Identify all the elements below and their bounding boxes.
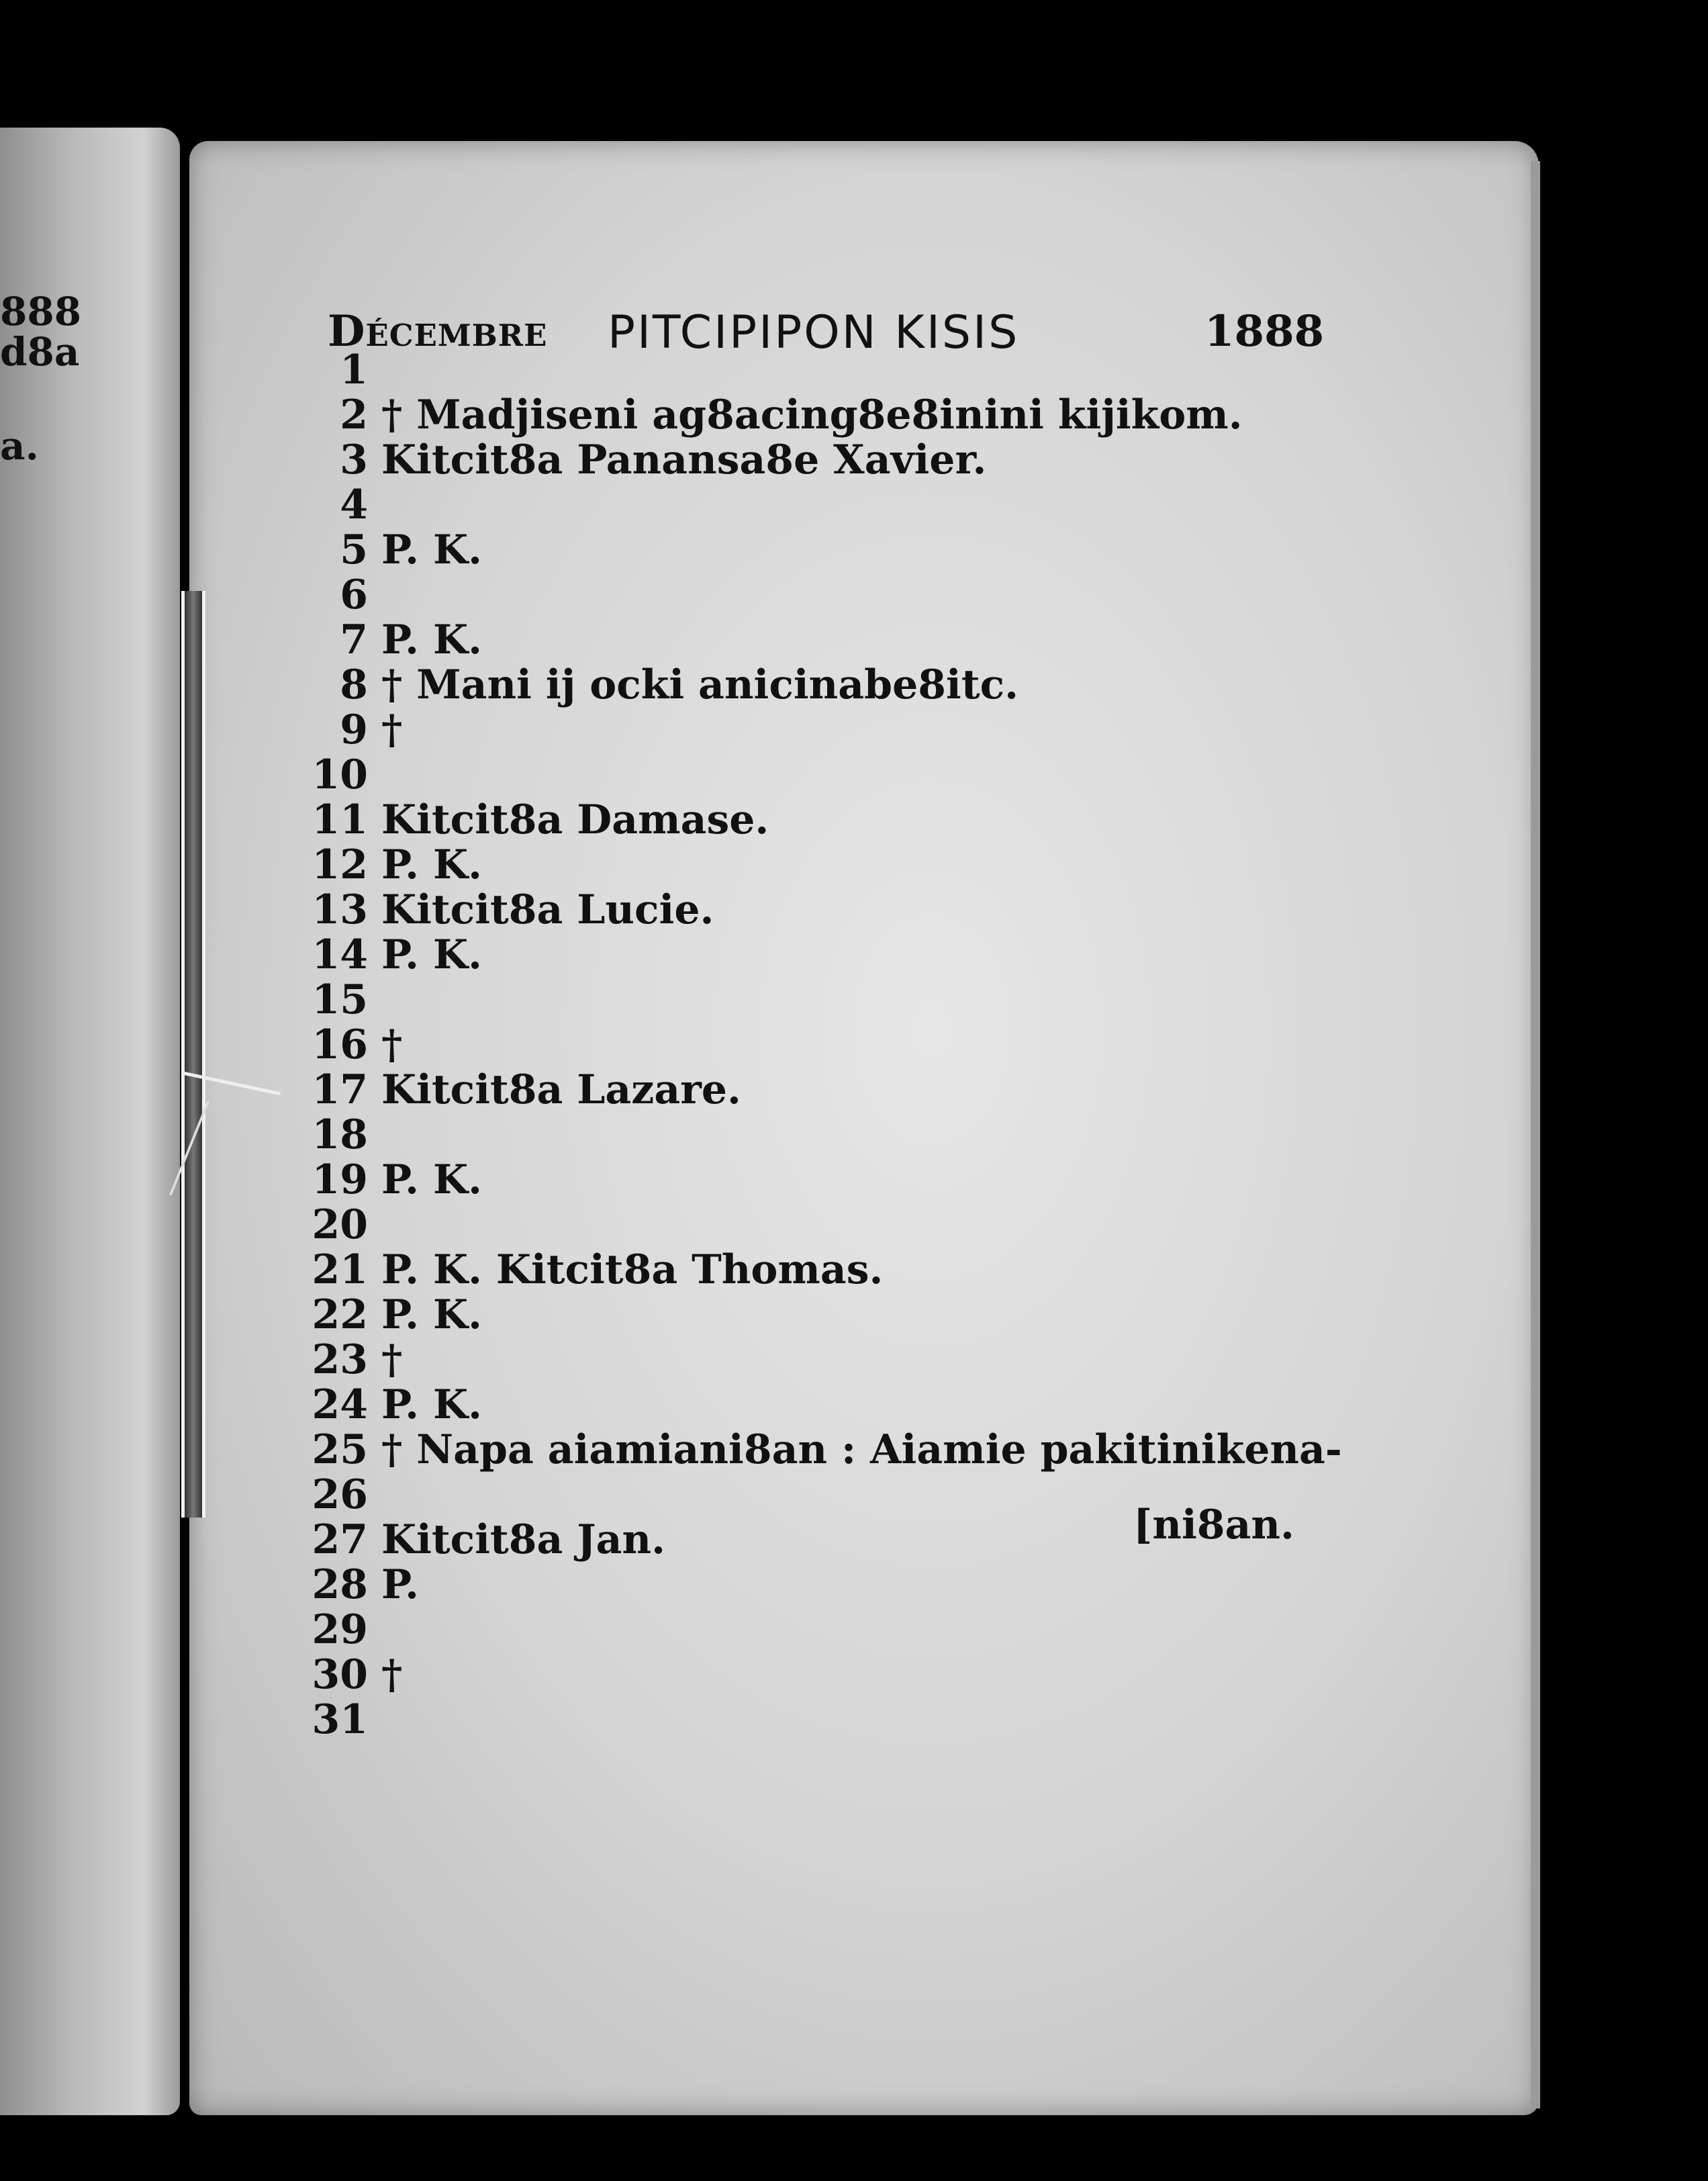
- day-number: 2: [340, 391, 368, 438]
- day-entry-text: Kitcit8a Damase.: [381, 796, 769, 843]
- day-number: 14: [312, 931, 368, 978]
- day-number: 8: [340, 661, 368, 708]
- day-number: 12: [312, 841, 368, 888]
- day-entry-text: P. K.: [381, 1291, 482, 1338]
- day-entry-text: Kitcit8a Lazare.: [381, 1066, 741, 1113]
- calendar-row: [269, 438, 1343, 483]
- day-entry-text: † Madjiseni ag8acing8e8inini kijikom.: [381, 391, 1243, 438]
- calendar-row: [269, 843, 1343, 888]
- day-entry-text: P. K.: [381, 526, 482, 573]
- day-number: 21: [312, 1246, 368, 1293]
- calendar-row: [269, 1113, 1343, 1158]
- entry-continuation: [ni8an.: [1133, 1501, 1294, 1548]
- calendar-row: [269, 1608, 1343, 1653]
- day-number: 25: [312, 1426, 368, 1473]
- day-number: 3: [340, 436, 368, 483]
- binding-thread: [181, 591, 205, 1518]
- day-number: 22: [312, 1291, 368, 1338]
- day-number: 10: [312, 751, 368, 798]
- day-number: 29: [312, 1606, 368, 1653]
- day-entry-text: P. K.: [381, 1156, 482, 1203]
- day-entry-text: † Mani ij ocki anicinabe8itc.: [381, 661, 1018, 708]
- day-number: 26: [312, 1471, 368, 1518]
- day-entry-text: † Napa aiamiani8an : Aiamie pakitinikena-: [381, 1426, 1342, 1473]
- calendar-row: [269, 528, 1343, 573]
- page-title: PITCIPIPON KISIS: [608, 306, 1020, 359]
- day-entry-text: P. K.: [381, 616, 482, 663]
- day-number: 30: [312, 1651, 368, 1698]
- year-heading: 1888: [1204, 306, 1325, 357]
- calendar-row: [269, 1698, 1343, 1743]
- day-number: 19: [312, 1156, 368, 1203]
- calendar-row: [269, 978, 1343, 1023]
- calendar-row: [269, 348, 1343, 393]
- day-entry-text: Kitcit8a Lucie.: [381, 886, 714, 933]
- calendar-row: [269, 888, 1343, 933]
- calendar-row: [269, 753, 1343, 798]
- calendar-row: [269, 1203, 1343, 1248]
- calendar-row: [269, 1653, 1343, 1698]
- day-number: 17: [312, 1066, 368, 1113]
- day-entry-text: P.: [381, 1561, 420, 1608]
- day-number: 28: [312, 1561, 368, 1608]
- day-number: 7: [340, 616, 368, 663]
- calendar-row: [269, 663, 1343, 708]
- calendar-row: [269, 618, 1343, 663]
- day-entry-text: Kitcit8a Jan.: [381, 1516, 665, 1563]
- calendar-row: [269, 1158, 1343, 1203]
- day-number: 4: [340, 481, 368, 528]
- day-entry-text: P. K. Kitcit8a Thomas.: [381, 1246, 884, 1293]
- calendar-row: [269, 933, 1343, 978]
- day-number: 27: [312, 1516, 368, 1563]
- day-number: 5: [340, 526, 368, 573]
- month-heading: Décembre: [328, 306, 548, 357]
- day-number: 6: [340, 571, 368, 618]
- left-page-fragment: 888: [0, 289, 82, 334]
- calendar-row: [269, 393, 1343, 438]
- left-page-fragment: d8a: [0, 329, 80, 375]
- day-number: 23: [312, 1336, 368, 1383]
- day-number: 15: [312, 976, 368, 1023]
- day-number: 13: [312, 886, 368, 933]
- day-number: 9: [340, 706, 368, 753]
- day-number: 18: [312, 1111, 368, 1158]
- day-entry-text: †: [381, 1021, 403, 1068]
- day-entry-text: P. K.: [381, 841, 482, 888]
- day-entry-text: †: [381, 1336, 403, 1383]
- day-entry-text: P. K.: [381, 931, 482, 978]
- calendar-row: [269, 483, 1343, 528]
- calendar-row: [269, 708, 1343, 753]
- calendar-row: [269, 1338, 1343, 1383]
- calendar-row: [269, 1023, 1343, 1068]
- day-entry-text: †: [381, 1651, 403, 1698]
- page-edge: [1531, 161, 1540, 2108]
- day-number: 11: [312, 796, 368, 843]
- calendar-row: [269, 1068, 1343, 1113]
- calendar-row: [269, 798, 1343, 843]
- left-page-fragment: a.: [0, 423, 39, 469]
- day-entry-text: P. K.: [381, 1381, 482, 1428]
- facing-page-left: [0, 128, 180, 2115]
- calendar-row: [269, 1248, 1343, 1293]
- day-number: 16: [312, 1021, 368, 1068]
- day-number: 24: [312, 1381, 368, 1428]
- day-number: 1: [340, 346, 368, 393]
- calendar-row: [269, 1383, 1343, 1428]
- calendar-row: [269, 1293, 1343, 1338]
- day-entry-text: †: [381, 706, 403, 753]
- calendar-row: [269, 573, 1343, 618]
- calendar-row: [269, 1563, 1343, 1608]
- day-number: 31: [312, 1696, 368, 1743]
- calendar-row: [269, 1428, 1343, 1473]
- day-number: 20: [312, 1201, 368, 1248]
- day-entry-text: Kitcit8a Panansa8e Xavier.: [381, 436, 987, 483]
